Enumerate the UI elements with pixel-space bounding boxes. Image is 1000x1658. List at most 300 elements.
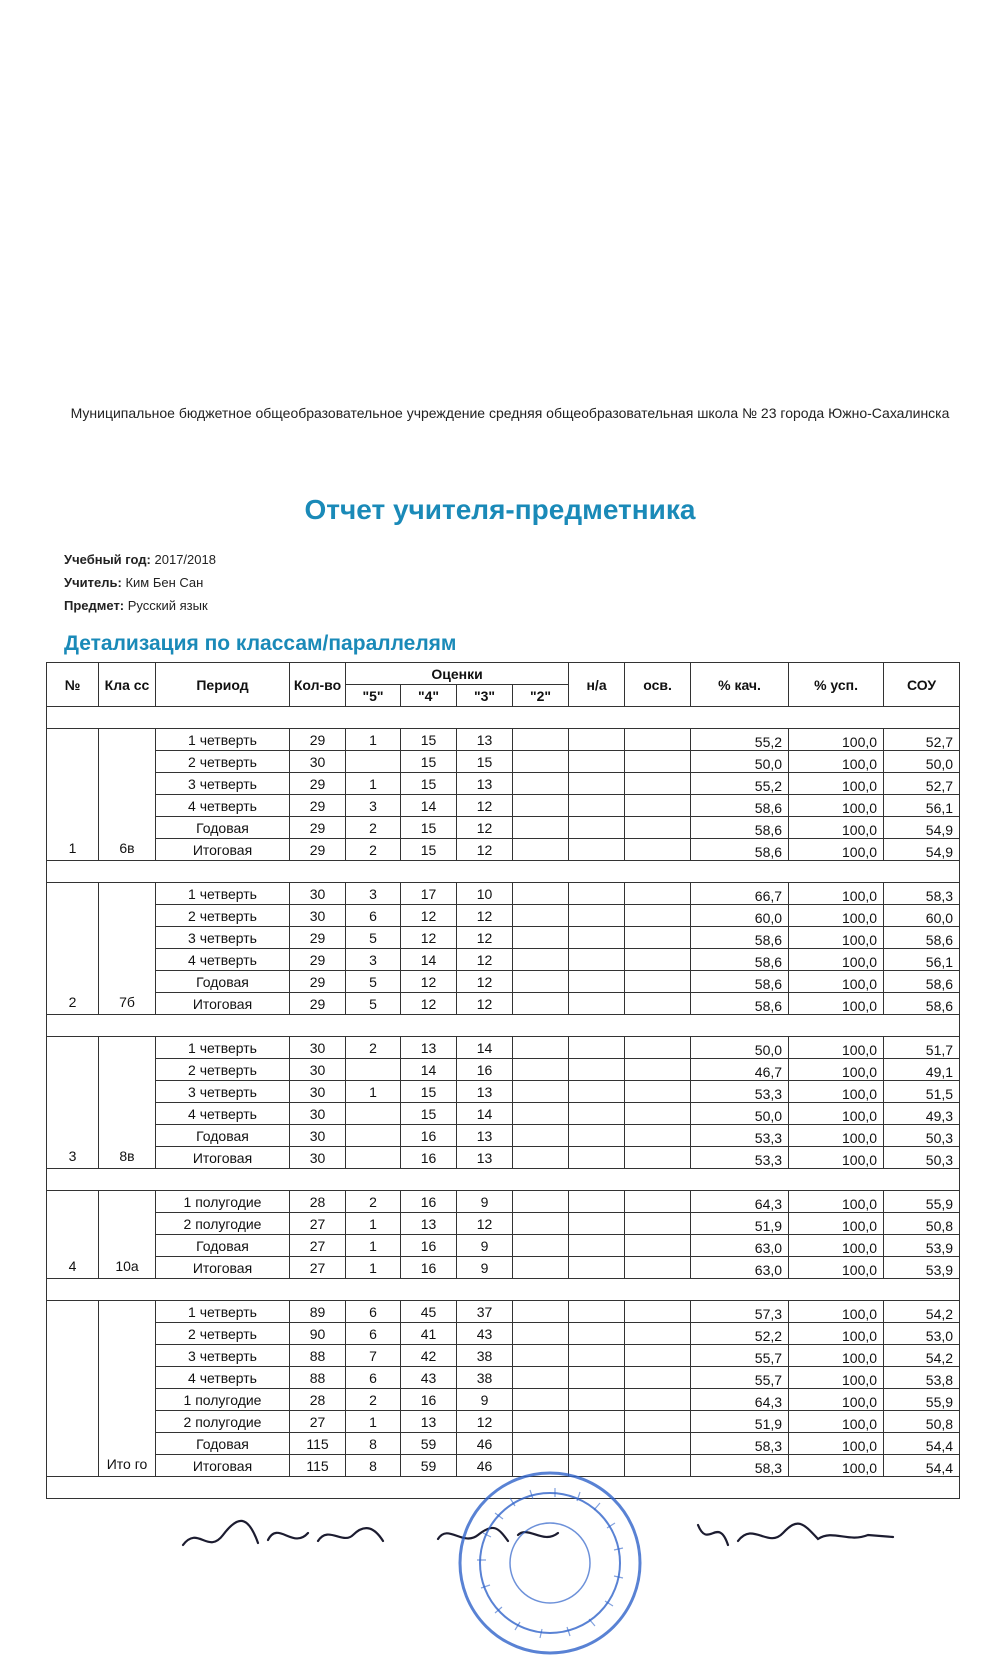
cell-na <box>569 1367 625 1389</box>
cell-g3: 14 <box>457 1037 513 1059</box>
cell-period: 3 четверть <box>156 927 290 949</box>
cell-g2 <box>513 1235 569 1257</box>
table-row <box>47 1235 960 1257</box>
cell-quality: 53,3 <box>691 1125 789 1147</box>
table-row <box>47 1191 960 1213</box>
cell-g5: 2 <box>346 1389 401 1411</box>
cell-g2 <box>513 1389 569 1411</box>
cell-g2 <box>513 1191 569 1213</box>
cell-sou: 53,9 <box>884 1257 960 1279</box>
school-year-label: Учебный год: <box>64 552 151 567</box>
group-separator <box>47 1169 960 1191</box>
cell-success: 100,0 <box>789 817 884 839</box>
cell-success: 100,0 <box>789 993 884 1015</box>
cell-period: Итоговая <box>156 1455 290 1477</box>
cell-sou: 58,6 <box>884 971 960 993</box>
cell-count: 27 <box>290 1213 346 1235</box>
cell-g2 <box>513 1411 569 1433</box>
cell-g5: 8 <box>346 1433 401 1455</box>
col-success-header: % усп. <box>789 663 884 707</box>
cell-g3: 9 <box>457 1191 513 1213</box>
cell-g4: 14 <box>401 1059 457 1081</box>
cell-period: Итоговая <box>156 839 290 861</box>
cell-osv <box>625 1301 691 1323</box>
cell-success: 100,0 <box>789 729 884 751</box>
cell-g4: 15 <box>401 729 457 751</box>
col-count-header: Кол-во <box>290 663 346 707</box>
cell-na <box>569 949 625 971</box>
cell-osv <box>625 1191 691 1213</box>
table-row <box>47 751 960 773</box>
cell-g2 <box>513 1059 569 1081</box>
cell-count: 28 <box>290 1389 346 1411</box>
cell-g5: 1 <box>346 1411 401 1433</box>
cell-g4: 43 <box>401 1367 457 1389</box>
cell-g2 <box>513 1367 569 1389</box>
cell-count: 115 <box>290 1455 346 1477</box>
cell-sou: 50,0 <box>884 751 960 773</box>
cell-na <box>569 1301 625 1323</box>
cell-success: 100,0 <box>789 1081 884 1103</box>
cell-period: 2 четверть <box>156 905 290 927</box>
cell-na <box>569 1037 625 1059</box>
col-grades-header: Оценки <box>346 663 569 685</box>
cell-quality: 58,6 <box>691 795 789 817</box>
row-class: 6в <box>99 729 156 861</box>
cell-sou: 50,8 <box>884 1411 960 1433</box>
separator-cell <box>47 707 960 729</box>
cell-g5: 3 <box>346 949 401 971</box>
cell-g4: 17 <box>401 883 457 905</box>
school-stamp <box>455 1468 645 1658</box>
cell-quality: 58,6 <box>691 971 789 993</box>
col-grade3-header: "3" <box>457 685 513 707</box>
cell-period: Годовая <box>156 1125 290 1147</box>
cell-osv <box>625 971 691 993</box>
cell-g3: 12 <box>457 839 513 861</box>
cell-quality: 63,0 <box>691 1235 789 1257</box>
cell-sou: 54,9 <box>884 839 960 861</box>
cell-g3: 38 <box>457 1345 513 1367</box>
cell-period: Годовая <box>156 1235 290 1257</box>
cell-g5 <box>346 751 401 773</box>
cell-g2 <box>513 993 569 1015</box>
cell-success: 100,0 <box>789 795 884 817</box>
table-row <box>47 1345 960 1367</box>
cell-osv <box>625 1433 691 1455</box>
cell-count: 29 <box>290 795 346 817</box>
cell-period: 1 полугодие <box>156 1191 290 1213</box>
cell-g2 <box>513 905 569 927</box>
cell-success: 100,0 <box>789 1103 884 1125</box>
subject-line <box>64 598 208 613</box>
cell-sou: 54,2 <box>884 1301 960 1323</box>
cell-sou: 50,3 <box>884 1125 960 1147</box>
table-row <box>47 927 960 949</box>
table-row <box>47 1037 960 1059</box>
cell-g4: 15 <box>401 817 457 839</box>
cell-quality: 50,0 <box>691 1037 789 1059</box>
cell-g2 <box>513 1345 569 1367</box>
cell-g5: 2 <box>346 1191 401 1213</box>
row-number <box>47 1301 99 1477</box>
cell-osv <box>625 1367 691 1389</box>
cell-count: 27 <box>290 1257 346 1279</box>
cell-count: 30 <box>290 1081 346 1103</box>
cell-g3: 9 <box>457 1235 513 1257</box>
col-num-header: № <box>47 663 99 707</box>
cell-success: 100,0 <box>789 1059 884 1081</box>
cell-period: 2 полугодие <box>156 1411 290 1433</box>
cell-g3: 10 <box>457 883 513 905</box>
cell-count: 29 <box>290 817 346 839</box>
cell-sou: 50,8 <box>884 1213 960 1235</box>
cell-na <box>569 993 625 1015</box>
cell-quality: 58,6 <box>691 817 789 839</box>
cell-quality: 58,6 <box>691 949 789 971</box>
cell-g2 <box>513 1433 569 1455</box>
cell-g2 <box>513 1103 569 1125</box>
cell-period: 3 четверть <box>156 1081 290 1103</box>
cell-count: 27 <box>290 1235 346 1257</box>
cell-g3: 13 <box>457 1125 513 1147</box>
cell-g4: 13 <box>401 1037 457 1059</box>
table-row <box>47 817 960 839</box>
cell-g3: 9 <box>457 1257 513 1279</box>
teacher-value: Ким Бен Сан <box>125 575 204 590</box>
cell-g5 <box>346 1059 401 1081</box>
cell-osv <box>625 993 691 1015</box>
cell-period: Годовая <box>156 1433 290 1455</box>
cell-g5: 6 <box>346 1367 401 1389</box>
row-class: 10а <box>99 1191 156 1279</box>
cell-g4: 59 <box>401 1433 457 1455</box>
cell-osv <box>625 927 691 949</box>
cell-quality: 51,9 <box>691 1411 789 1433</box>
cell-period: 2 четверть <box>156 1323 290 1345</box>
cell-quality: 55,7 <box>691 1367 789 1389</box>
cell-g4: 15 <box>401 839 457 861</box>
cell-g3: 12 <box>457 1213 513 1235</box>
cell-success: 100,0 <box>789 883 884 905</box>
table-row <box>47 905 960 927</box>
cell-count: 29 <box>290 949 346 971</box>
teacher-line <box>64 575 203 590</box>
row-number: 1 <box>47 729 99 861</box>
cell-count: 29 <box>290 773 346 795</box>
cell-count: 30 <box>290 1125 346 1147</box>
cell-g5: 7 <box>346 1345 401 1367</box>
cell-period: 4 четверть <box>156 1367 290 1389</box>
separator-cell <box>47 1015 960 1037</box>
table-row <box>47 1257 960 1279</box>
cell-g4: 59 <box>401 1455 457 1477</box>
cell-g3: 12 <box>457 949 513 971</box>
cell-quality: 57,3 <box>691 1301 789 1323</box>
cell-osv <box>625 839 691 861</box>
separator-cell <box>47 1169 960 1191</box>
cell-g4: 16 <box>401 1257 457 1279</box>
cell-count: 28 <box>290 1191 346 1213</box>
cell-g5: 5 <box>346 927 401 949</box>
cell-g3: 13 <box>457 1081 513 1103</box>
cell-sou: 55,9 <box>884 1191 960 1213</box>
cell-count: 89 <box>290 1301 346 1323</box>
cell-count: 29 <box>290 927 346 949</box>
cell-na <box>569 1323 625 1345</box>
cell-g2 <box>513 839 569 861</box>
cell-period: Итоговая <box>156 1147 290 1169</box>
cell-g4: 14 <box>401 949 457 971</box>
row-class: Ито го <box>99 1301 156 1477</box>
cell-osv <box>625 1345 691 1367</box>
cell-sou: 54,4 <box>884 1433 960 1455</box>
cell-g2 <box>513 1213 569 1235</box>
cell-quality: 58,6 <box>691 927 789 949</box>
cell-success: 100,0 <box>789 1235 884 1257</box>
cell-na <box>569 971 625 993</box>
cell-quality: 60,0 <box>691 905 789 927</box>
cell-na <box>569 1059 625 1081</box>
cell-g5: 5 <box>346 993 401 1015</box>
cell-quality: 64,3 <box>691 1191 789 1213</box>
cell-period: Годовая <box>156 817 290 839</box>
table-row <box>47 1301 960 1323</box>
cell-success: 100,0 <box>789 1213 884 1235</box>
cell-count: 29 <box>290 971 346 993</box>
organization-name: Муниципальное бюджетное общеобразовательное учреждение средняя общеобразовательная школа № 23 города Южно-Сахалинска <box>70 405 950 421</box>
cell-g3: 16 <box>457 1059 513 1081</box>
cell-g3: 12 <box>457 905 513 927</box>
cell-count: 30 <box>290 883 346 905</box>
cell-count: 30 <box>290 1147 346 1169</box>
cell-period: 1 четверть <box>156 1301 290 1323</box>
header-row-1 <box>47 663 960 685</box>
cell-period: 4 четверть <box>156 1103 290 1125</box>
cell-quality: 64,3 <box>691 1389 789 1411</box>
cell-g5: 1 <box>346 1081 401 1103</box>
cell-sou: 55,9 <box>884 1389 960 1411</box>
cell-na <box>569 817 625 839</box>
cell-sou: 58,6 <box>884 927 960 949</box>
cell-g4: 13 <box>401 1213 457 1235</box>
cell-g2 <box>513 1147 569 1169</box>
cell-quality: 53,3 <box>691 1147 789 1169</box>
cell-period: 2 полугодие <box>156 1213 290 1235</box>
row-class: 7б <box>99 883 156 1015</box>
row-number: 4 <box>47 1191 99 1279</box>
cell-na <box>569 905 625 927</box>
cell-sou: 54,9 <box>884 817 960 839</box>
group-separator <box>47 861 960 883</box>
cell-count: 30 <box>290 905 346 927</box>
cell-g4: 13 <box>401 1411 457 1433</box>
cell-osv <box>625 751 691 773</box>
cell-g5: 2 <box>346 1037 401 1059</box>
cell-success: 100,0 <box>789 1455 884 1477</box>
cell-g4: 12 <box>401 927 457 949</box>
cell-period: 2 четверть <box>156 751 290 773</box>
cell-g5: 3 <box>346 883 401 905</box>
row-number: 3 <box>47 1037 99 1169</box>
table-body <box>47 707 960 1499</box>
cell-g3: 13 <box>457 1147 513 1169</box>
cell-g5: 6 <box>346 905 401 927</box>
cell-success: 100,0 <box>789 1191 884 1213</box>
cell-sou: 51,7 <box>884 1037 960 1059</box>
col-quality-header: % кач. <box>691 663 789 707</box>
cell-g4: 12 <box>401 905 457 927</box>
col-osv-header: осв. <box>625 663 691 707</box>
col-grade2-header: "2" <box>513 685 569 707</box>
col-period-header: Период <box>156 663 290 707</box>
cell-success: 100,0 <box>789 1125 884 1147</box>
table-row <box>47 949 960 971</box>
table-row <box>47 1081 960 1103</box>
cell-period: 4 четверть <box>156 949 290 971</box>
cell-period: 2 четверть <box>156 1059 290 1081</box>
cell-na <box>569 1257 625 1279</box>
col-grade4-header: "4" <box>401 685 457 707</box>
cell-period: 3 четверть <box>156 773 290 795</box>
col-class-header: Кла сс <box>99 663 156 707</box>
school-year-value: 2017/2018 <box>154 552 216 567</box>
cell-sou: 60,0 <box>884 905 960 927</box>
cell-g5: 8 <box>346 1455 401 1477</box>
group-separator <box>47 1015 960 1037</box>
table-row <box>47 1367 960 1389</box>
table-row <box>47 839 960 861</box>
cell-na <box>569 1125 625 1147</box>
cell-g4: 15 <box>401 1081 457 1103</box>
col-grade5-header: "5" <box>346 685 401 707</box>
cell-sou: 53,9 <box>884 1235 960 1257</box>
cell-g2 <box>513 1323 569 1345</box>
cell-g5 <box>346 1147 401 1169</box>
cell-osv <box>625 1411 691 1433</box>
cell-sou: 53,0 <box>884 1323 960 1345</box>
cell-quality: 58,3 <box>691 1455 789 1477</box>
cell-g5: 6 <box>346 1301 401 1323</box>
cell-count: 29 <box>290 729 346 751</box>
separator-cell <box>47 861 960 883</box>
cell-osv <box>625 1147 691 1169</box>
cell-g2 <box>513 1125 569 1147</box>
table-row <box>47 1059 960 1081</box>
cell-g5: 6 <box>346 1323 401 1345</box>
cell-g5: 1 <box>346 1257 401 1279</box>
cell-quality: 58,6 <box>691 839 789 861</box>
cell-period: 1 четверть <box>156 1037 290 1059</box>
cell-na <box>569 1389 625 1411</box>
cell-osv <box>625 1037 691 1059</box>
cell-g3: 9 <box>457 1389 513 1411</box>
cell-success: 100,0 <box>789 1323 884 1345</box>
teacher-label: Учитель: <box>64 575 122 590</box>
cell-success: 100,0 <box>789 1389 884 1411</box>
cell-osv <box>625 905 691 927</box>
cell-g3: 12 <box>457 971 513 993</box>
cell-na <box>569 1147 625 1169</box>
cell-g3: 13 <box>457 729 513 751</box>
cell-osv <box>625 773 691 795</box>
cell-na <box>569 1235 625 1257</box>
cell-osv <box>625 729 691 751</box>
cell-g3: 12 <box>457 927 513 949</box>
cell-g2 <box>513 773 569 795</box>
cell-count: 30 <box>290 1103 346 1125</box>
cell-quality: 46,7 <box>691 1059 789 1081</box>
cell-g2 <box>513 817 569 839</box>
cell-sou: 53,8 <box>884 1367 960 1389</box>
cell-g3: 12 <box>457 1411 513 1433</box>
cell-g2 <box>513 795 569 817</box>
cell-g2 <box>513 1301 569 1323</box>
cell-osv <box>625 1235 691 1257</box>
cell-g3: 15 <box>457 751 513 773</box>
school-year-line <box>64 552 216 567</box>
cell-g3: 12 <box>457 993 513 1015</box>
cell-quality: 55,2 <box>691 773 789 795</box>
col-sou-header: СОУ <box>884 663 960 707</box>
cell-g2 <box>513 971 569 993</box>
cell-na <box>569 883 625 905</box>
cell-na <box>569 773 625 795</box>
cell-success: 100,0 <box>789 927 884 949</box>
cell-sou: 54,2 <box>884 1345 960 1367</box>
cell-osv <box>625 883 691 905</box>
cell-osv <box>625 1059 691 1081</box>
cell-count: 115 <box>290 1433 346 1455</box>
cell-g2 <box>513 883 569 905</box>
cell-success: 100,0 <box>789 1433 884 1455</box>
cell-g5: 1 <box>346 1235 401 1257</box>
section-title: Детализация по классам/параллелям <box>64 632 457 655</box>
cell-na <box>569 795 625 817</box>
table-row <box>47 1389 960 1411</box>
cell-g2 <box>513 1257 569 1279</box>
cell-period: Итоговая <box>156 1257 290 1279</box>
cell-success: 100,0 <box>789 1345 884 1367</box>
cell-success: 100,0 <box>789 1147 884 1169</box>
group-separator <box>47 707 960 729</box>
cell-osv <box>625 1081 691 1103</box>
cell-success: 100,0 <box>789 949 884 971</box>
cell-osv <box>625 1125 691 1147</box>
cell-sou: 52,7 <box>884 773 960 795</box>
cell-g2 <box>513 1037 569 1059</box>
cell-sou: 54,4 <box>884 1455 960 1477</box>
cell-quality: 58,6 <box>691 993 789 1015</box>
table-row <box>47 993 960 1015</box>
cell-g4: 42 <box>401 1345 457 1367</box>
table-row <box>47 883 960 905</box>
cell-na <box>569 839 625 861</box>
cell-success: 100,0 <box>789 751 884 773</box>
cell-sou: 56,1 <box>884 949 960 971</box>
table-row <box>47 1125 960 1147</box>
cell-sou: 52,7 <box>884 729 960 751</box>
cell-quality: 52,2 <box>691 1323 789 1345</box>
table-row <box>47 1433 960 1455</box>
cell-success: 100,0 <box>789 1257 884 1279</box>
report-title: Отчет учителя-предметника <box>304 494 696 525</box>
cell-count: 30 <box>290 1037 346 1059</box>
cell-na <box>569 751 625 773</box>
cell-osv <box>625 1257 691 1279</box>
cell-sou: 51,5 <box>884 1081 960 1103</box>
cell-quality: 53,3 <box>691 1081 789 1103</box>
